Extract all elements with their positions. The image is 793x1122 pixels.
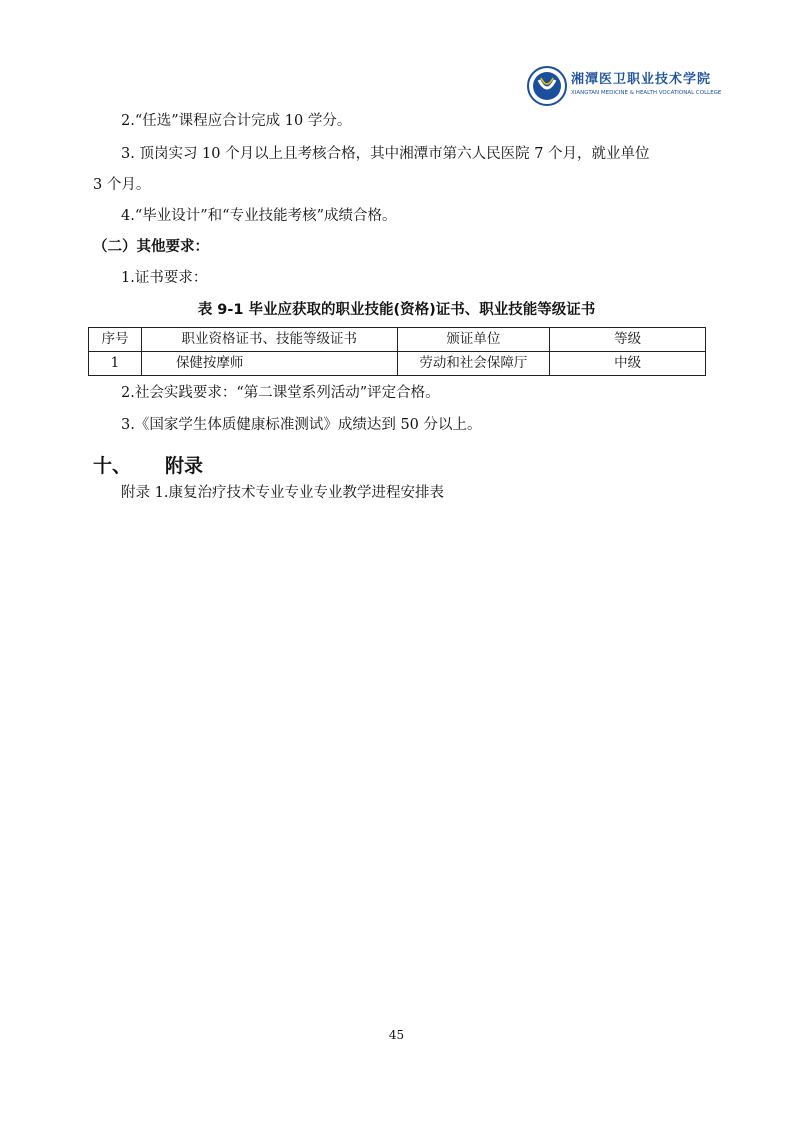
table-header-row — [89, 328, 706, 352]
table-cell-certificate: 保健按摩师 — [141, 352, 397, 376]
appendix-heading-title: 附录 — [165, 455, 204, 477]
certificate-requirement-label: 1.证书要求： — [121, 270, 208, 286]
logo-chinese-name: 湘潭医卫职业技术学院 — [571, 72, 712, 87]
certificate-table — [88, 327, 706, 376]
social-practice-paragraph: 2.社会实践要求：“第二课堂系列活动”评定合格。 — [121, 385, 440, 401]
table-header-cell: 职业资格证书、技能等级证书 — [141, 328, 397, 352]
logo-english-name: XIANGTAN MEDICINE & HEALTH VOCATIONAL COLLEGE — [571, 90, 722, 96]
table-caption: 表 9-1 毕业应获取的职业技能(资格)证书、职业技能等级证书 — [197, 302, 596, 318]
appendix-item: 附录 1.康复治疗技术专业专业专业教学进程安排表 — [121, 485, 444, 501]
appendix-heading — [93, 451, 203, 478]
appendix-heading-number: 十、 — [93, 455, 132, 477]
college-logo — [527, 66, 722, 108]
internship-paragraph-line1: 3. 顶岗实习 10 个月以上且考核合格，其中湘潭市第六人民医院 7 个月，就业单位 — [121, 146, 650, 162]
table-header-cell: 颁证单位 — [397, 328, 550, 352]
table-header-cell: 序号 — [89, 328, 142, 352]
page-number: 45 — [388, 1028, 405, 1042]
section-heading-other-requirements: （二）其他要求： — [93, 239, 209, 255]
internship-paragraph-line2: 3 个月。 — [93, 177, 151, 193]
table-header-cell: 等级 — [550, 328, 706, 352]
elective-credit-paragraph: 2.“任选”课程应合计完成 10 学分。 — [121, 113, 352, 129]
table-cell-issuer: 劳动和社会保障厅 — [397, 352, 550, 376]
table-row — [89, 352, 706, 376]
table-cell-index: 1 — [89, 352, 142, 376]
graduation-design-paragraph: 4.“毕业设计”和“专业技能考核”成绩合格。 — [121, 208, 397, 224]
table-cell-level: 中级 — [550, 352, 706, 376]
college-emblem-icon — [527, 66, 567, 106]
physical-test-paragraph: 3.《国家学生体质健康标准测试》成绩达到 50 分以上。 — [121, 417, 482, 433]
